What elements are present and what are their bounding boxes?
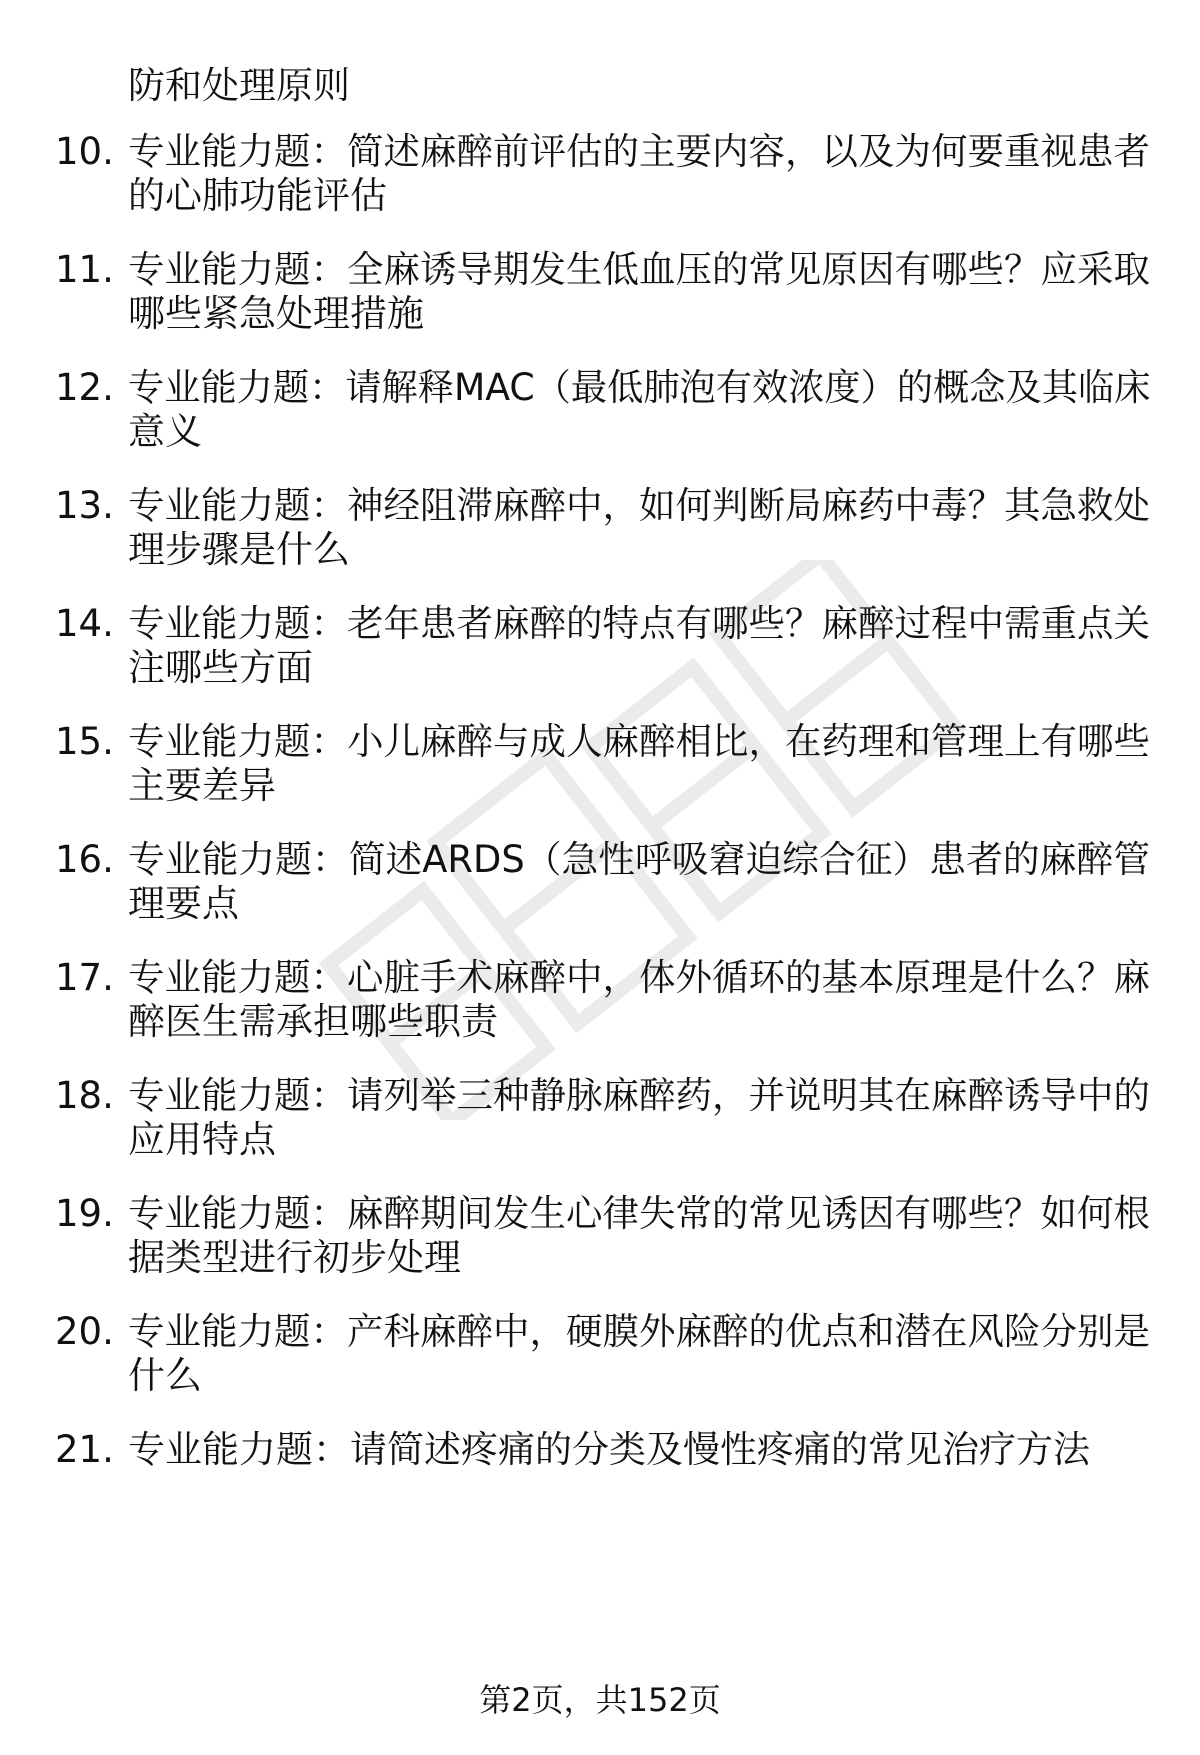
item-text-line: 专业能力题：请解释MAC（最低肺泡有效浓度）的概念及其临床: [128, 366, 1151, 409]
item-text-line: 专业能力题：产科麻醉中，硬膜外麻醉的优点和潜在风险分别是: [128, 1310, 1150, 1353]
item-text-line: 什么: [128, 1354, 202, 1397]
item-text-line: 的心肺功能评估: [128, 174, 387, 217]
item-text-line: 专业能力题：小儿麻醉与成人麻醉相比，在药理和管理上有哪些: [128, 720, 1150, 763]
item-text-line: 理要点: [128, 882, 239, 925]
item-number: 15.: [55, 720, 114, 763]
item-text-line: 据类型进行初步处理: [128, 1236, 461, 1279]
item-number: 13.: [55, 484, 114, 527]
item-text-line: 意义: [128, 410, 202, 453]
item-number: 18.: [55, 1074, 114, 1117]
item-number: 12.: [55, 366, 114, 409]
item-text-line: 主要差异: [128, 764, 276, 807]
item-number: 16.: [55, 838, 114, 881]
item-number: 19.: [55, 1192, 114, 1235]
item-number: 21.: [55, 1428, 114, 1471]
item-number: 20.: [55, 1310, 114, 1353]
item-text-line: 应用特点: [128, 1118, 276, 1161]
page-number-footer: 第2页，共152页: [479, 1681, 721, 1719]
item-text-line: 哪些紧急处理措施: [128, 292, 424, 335]
item-text-line: 专业能力题：简述麻醉前评估的主要内容，以及为何要重视患者: [128, 130, 1150, 173]
continuation-line: 防和处理原则: [128, 64, 350, 107]
item-text-line: 专业能力题：神经阻滞麻醉中，如何判断局麻药中毒？其急救处: [128, 484, 1150, 527]
item-text-line: 注哪些方面: [128, 646, 313, 689]
item-number: 11.: [55, 248, 114, 291]
item-text-line: 专业能力题：简述ARDS（急性呼吸窘迫综合征）患者的麻醉管: [128, 838, 1150, 881]
item-text-line: 专业能力题：全麻诱导期发生低血压的常见原因有哪些？应采取: [128, 248, 1150, 291]
item-text-line: 醉医生需承担哪些职责: [128, 1000, 498, 1043]
item-text-line: 专业能力题：请简述疼痛的分类及慢性疼痛的常见治疗方法: [128, 1428, 1090, 1471]
item-number: 14.: [55, 602, 114, 645]
item-number: 17.: [55, 956, 114, 999]
item-text-line: 专业能力题：请列举三种静脉麻醉药，并说明其在麻醉诱导中的: [128, 1074, 1150, 1117]
item-text-line: 专业能力题：麻醉期间发生心律失常的常见诱因有哪些？如何根: [128, 1192, 1150, 1235]
item-text-line: 专业能力题：老年患者麻醉的特点有哪些？麻醉过程中需重点关: [128, 602, 1150, 645]
item-number: 10.: [55, 130, 114, 173]
item-text-line: 专业能力题：心脏手术麻醉中，体外循环的基本原理是什么？麻: [128, 956, 1150, 999]
item-text-line: 理步骤是什么: [128, 528, 350, 571]
